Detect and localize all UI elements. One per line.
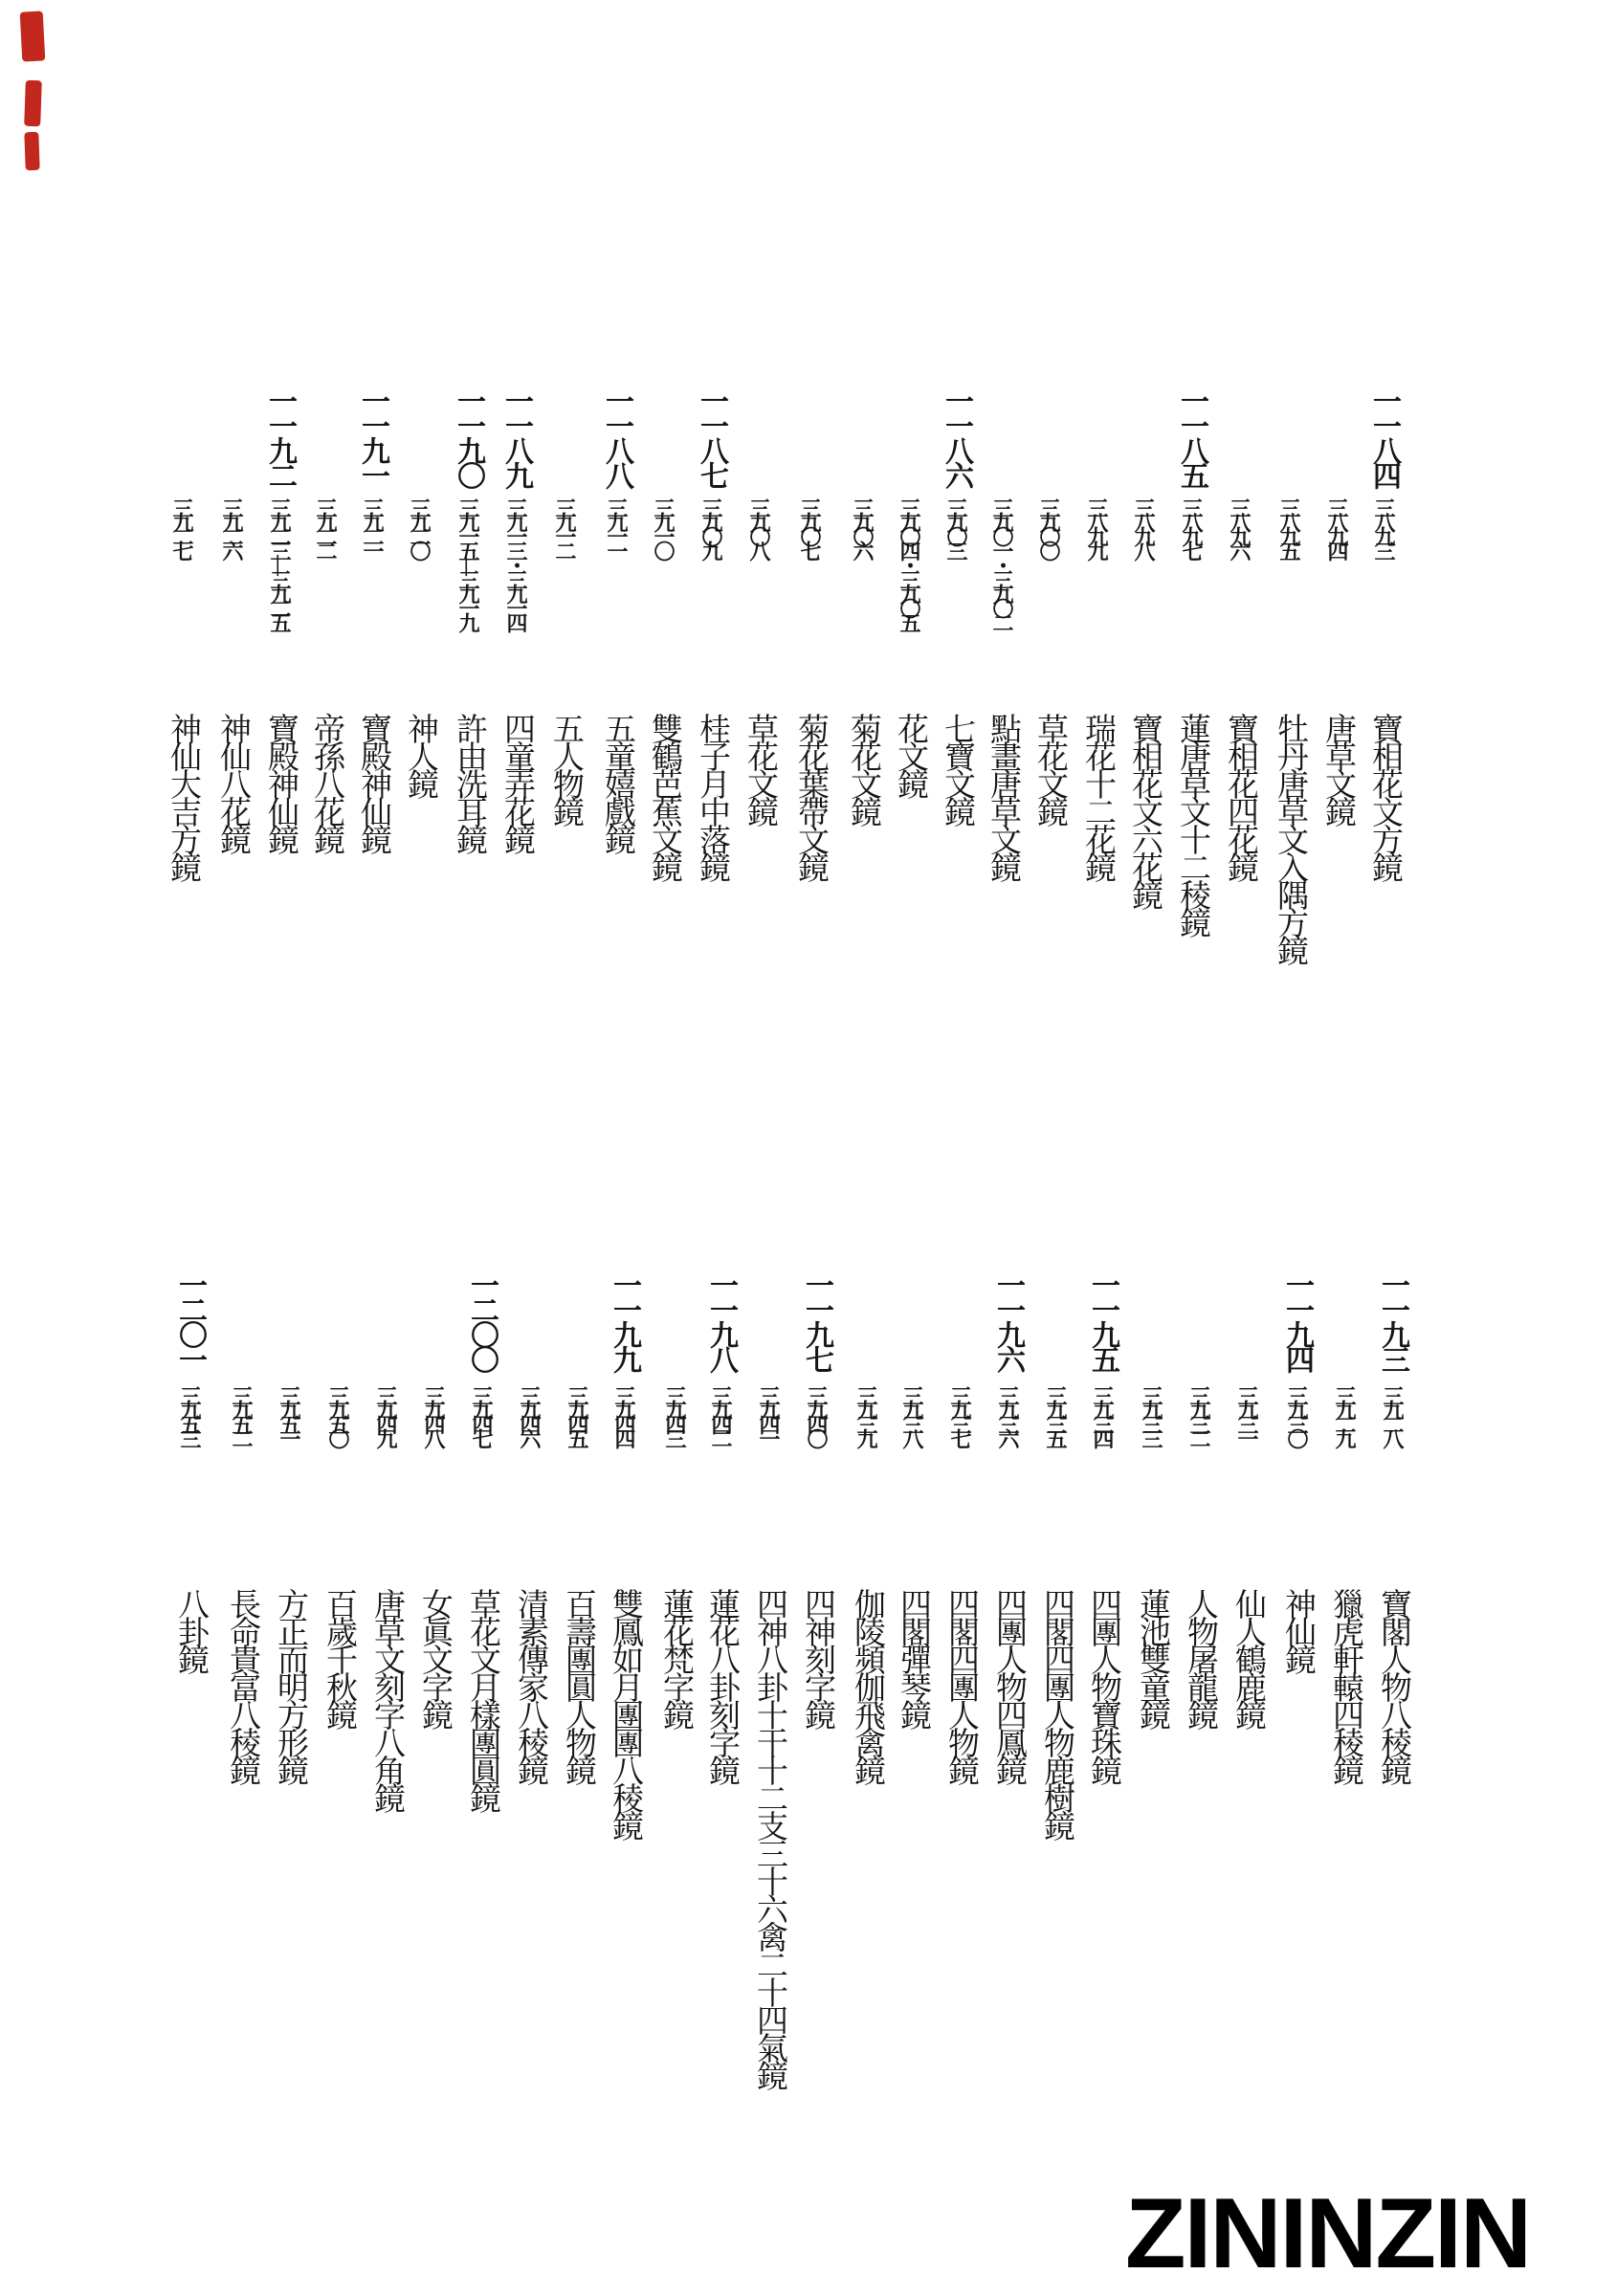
entry-item-number: 三九三一 [1235, 1385, 1259, 1443]
entry-mirror-name: 點畫唐草文鏡 [986, 713, 1020, 879]
entry-mirror-name: 寶殿神仙鏡 [263, 713, 298, 851]
entry-mirror-name: 桂子月中落鏡 [695, 713, 729, 879]
entry-plate-number: 一一八六 [941, 386, 972, 486]
entry-mirror-name: 女眞文字鏡 [417, 1588, 452, 1727]
entry-mirror-name: 寶閣人物八稜鏡 [1376, 1588, 1410, 1782]
entry-item-number: 三九三三 [1140, 1385, 1163, 1443]
entry-item-number: 三九〇七 [798, 497, 822, 555]
entry-mirror-name: 方正而明方形鏡 [273, 1588, 307, 1782]
entry-plate-number: 一一九九 [609, 1270, 640, 1370]
entry-item-number: 三九〇〇 [1037, 497, 1061, 555]
entry-item-number: 三九〇八 [747, 497, 771, 555]
entry-mirror-name: 神仙八花鏡 [215, 713, 250, 851]
entry-mirror-name: 神仙鏡 [1280, 1588, 1315, 1671]
entry-mirror-name: 牡丹唐草文入隅方鏡 [1273, 713, 1307, 962]
red-edge-mark [24, 132, 39, 170]
entry-mirror-name: 寶相花文六花鏡 [1127, 713, 1162, 907]
entry-item-number: 三八九八 [1132, 497, 1156, 555]
entry-plate-number: 一一九二 [264, 386, 296, 486]
entry-mirror-name: 四團人物寶珠鏡 [1086, 1588, 1120, 1782]
entry-item-number: 三九〇九 [699, 497, 723, 555]
entry-item-number: 三八九五 [1277, 497, 1301, 555]
entry-mirror-name: 寶殿神仙鏡 [356, 713, 390, 851]
entry-item-number: 三八九七 [1180, 497, 1204, 555]
entry-item-number: 三九〇三 [944, 497, 968, 555]
entry-mirror-name: 四神刻字鏡 [800, 1588, 834, 1727]
entry-mirror-name: 唐草文刻字八角鏡 [369, 1588, 404, 1810]
entry-plate-number: 一一八五 [1176, 386, 1207, 486]
entry-mirror-name: 四神八卦十干十二支三十六禽二十四氣鏡 [752, 1588, 786, 2087]
entry-mirror-name: 菊花文鏡 [846, 713, 880, 824]
entry-item-number: 三九二三―三九二五 [268, 497, 292, 627]
entry-item-number: 三九四七 [470, 1385, 494, 1443]
entry-item-number: 三九三五 [1044, 1385, 1068, 1443]
entry-item-number: 三九四一 [757, 1385, 781, 1443]
entry-item-number: 三九三九 [854, 1385, 878, 1443]
entry-item-number: 三九一二 [553, 497, 577, 555]
entry-item-number: 三八九三 [1372, 497, 1396, 555]
entry-mirror-name: 四童弄花鏡 [499, 713, 534, 851]
entry-mirror-name: 花文鏡 [893, 713, 927, 796]
entry-mirror-name: 四閣四團人物鏡 [943, 1588, 978, 1782]
entry-mirror-name: 百壽團圓人物鏡 [561, 1588, 595, 1782]
entry-plate-number: 一一九六 [992, 1270, 1024, 1370]
entry-plate-number: 一二〇〇 [466, 1270, 498, 1370]
entry-item-number: 三九二九 [1333, 1385, 1357, 1443]
entry-plate-number: 一一九五 [1087, 1270, 1119, 1370]
entry-item-number: 三九四五 [565, 1385, 589, 1443]
entry-mirror-name: 七寶文鏡 [940, 713, 974, 824]
entry-mirror-name: 蓮唐草文十二稜鏡 [1175, 713, 1209, 935]
entry-mirror-name: 瑞花十二花鏡 [1080, 713, 1115, 879]
entry-plate-number: 一一九一 [357, 386, 388, 486]
entry-item-number: 三九四二 [709, 1385, 733, 1443]
entry-mirror-name: 五人物鏡 [548, 713, 583, 824]
entry-item-number: 三八九六 [1228, 497, 1252, 555]
entry-plate-number: 一一九〇 [453, 386, 484, 486]
entry-mirror-name: 菊花葉帶文鏡 [793, 713, 828, 879]
entry-mirror-name: 人物屠龍鏡 [1183, 1588, 1217, 1727]
entry-plate-number: 一二〇一 [174, 1270, 206, 1370]
entry-mirror-name: 長命貴富八稜鏡 [225, 1588, 259, 1782]
entry-mirror-name: 神人鏡 [403, 713, 437, 796]
entry-item-number: 三九二七 [170, 497, 194, 555]
entry-mirror-name: 草花文鏡 [1032, 713, 1067, 824]
entry-item-number: 三九五〇 [326, 1385, 350, 1443]
entry-item-number: 三九四六 [518, 1385, 542, 1443]
entry-mirror-name: 雙鳳如月團團八稜鏡 [608, 1588, 642, 1838]
entry-mirror-name: 寶相花文方鏡 [1367, 713, 1402, 879]
entry-item-number: 三九三八 [900, 1385, 924, 1443]
entry-item-number: 三八九九 [1085, 497, 1109, 555]
entry-item-number: 三九四八 [422, 1385, 446, 1443]
red-edge-mark [24, 80, 42, 127]
entry-mirror-name: 寶相花四花鏡 [1223, 713, 1257, 879]
entry-plate-number: 一一八四 [1368, 386, 1400, 486]
entry-item-number: 三九一三・三九一四 [504, 497, 528, 627]
entry-plate-number: 一一八七 [696, 386, 727, 486]
entry-item-number: 三九一一 [605, 497, 629, 555]
entry-mirror-name: 八卦鏡 [173, 1588, 208, 1671]
entry-item-number: 三九二〇 [408, 497, 432, 555]
entry-item-number: 三九三七 [948, 1385, 972, 1443]
entry-item-number: 三八九四 [1325, 497, 1349, 555]
entry-mirror-name: 四閣彈琴鏡 [896, 1588, 930, 1727]
entry-mirror-name: 蓮池雙童鏡 [1135, 1588, 1169, 1727]
entry-mirror-name: 仙人鶴鹿鏡 [1230, 1588, 1265, 1727]
entry-item-number: 三九〇四・三九〇五 [897, 497, 921, 627]
red-edge-mark [20, 11, 46, 61]
entry-item-number: 三九五二 [230, 1385, 254, 1443]
entry-item-number: 三九一〇 [652, 497, 676, 555]
entry-mirror-name: 草花文月樣團圓鏡 [465, 1588, 499, 1810]
entry-item-number: 三九四九 [374, 1385, 398, 1443]
entry-item-number: 三九三二 [1187, 1385, 1211, 1443]
entry-mirror-name: 唐草文鏡 [1320, 713, 1355, 824]
entry-mirror-name: 四閣四團人物鹿樹鏡 [1039, 1588, 1074, 1838]
entry-item-number: 三九一五―三九一九 [456, 497, 480, 627]
entry-item-number: 三九三〇 [1285, 1385, 1309, 1443]
entry-plate-number: 一一八九 [500, 386, 532, 486]
entry-mirror-name: 蓮花八卦刻字鏡 [704, 1588, 739, 1782]
entry-item-number: 三九〇一・三九〇二 [990, 497, 1014, 627]
entry-plate-number: 一一九三 [1377, 1270, 1408, 1370]
entry-mirror-name: 獵虎軒轅四稜鏡 [1328, 1588, 1362, 1782]
entry-item-number: 三九四〇 [805, 1385, 829, 1443]
entry-mirror-name: 雙鶴芭蕉文鏡 [647, 713, 681, 879]
entry-item-number: 三九二八 [1381, 1385, 1405, 1443]
entry-mirror-name: 百歲千秋鏡 [321, 1588, 356, 1727]
entry-item-number: 三九二六 [220, 497, 244, 555]
entry-mirror-name: 清素傳家八稜鏡 [513, 1588, 547, 1782]
entry-plate-number: 一一九七 [801, 1270, 832, 1370]
entry-item-number: 三九二二 [314, 497, 338, 555]
entry-plate-number: 一一八八 [601, 386, 632, 486]
entry-plate-number: 一一九四 [1281, 1270, 1313, 1370]
entry-item-number: 三九五三 [178, 1385, 202, 1443]
entry-mirror-name: 伽陵頻伽飛禽鏡 [850, 1588, 884, 1782]
entry-mirror-name: 草花文鏡 [742, 713, 777, 824]
entry-item-number: 三九四三 [663, 1385, 687, 1443]
entry-mirror-name: 五童嬉戲鏡 [600, 713, 634, 851]
entry-mirror-name: 四團人物四鳳鏡 [991, 1588, 1026, 1782]
entry-item-number: 三九三六 [996, 1385, 1020, 1443]
entry-item-number: 三九二一 [361, 497, 385, 555]
entry-plate-number: 一一九八 [705, 1270, 737, 1370]
entry-mirror-name: 許由洗耳鏡 [452, 713, 486, 851]
entry-mirror-name: 蓮花梵字鏡 [658, 1588, 693, 1727]
entry-item-number: 三九四四 [612, 1385, 636, 1443]
entry-item-number: 三九三四 [1091, 1385, 1115, 1443]
entry-item-number: 三九〇六 [851, 497, 875, 555]
entry-mirror-name: 帝孫八花鏡 [309, 713, 343, 851]
entry-item-number: 三九五一 [277, 1385, 301, 1443]
watermark: ZININZIN [1125, 2178, 1531, 2289]
entry-mirror-name: 神仙大吉方鏡 [166, 713, 200, 879]
